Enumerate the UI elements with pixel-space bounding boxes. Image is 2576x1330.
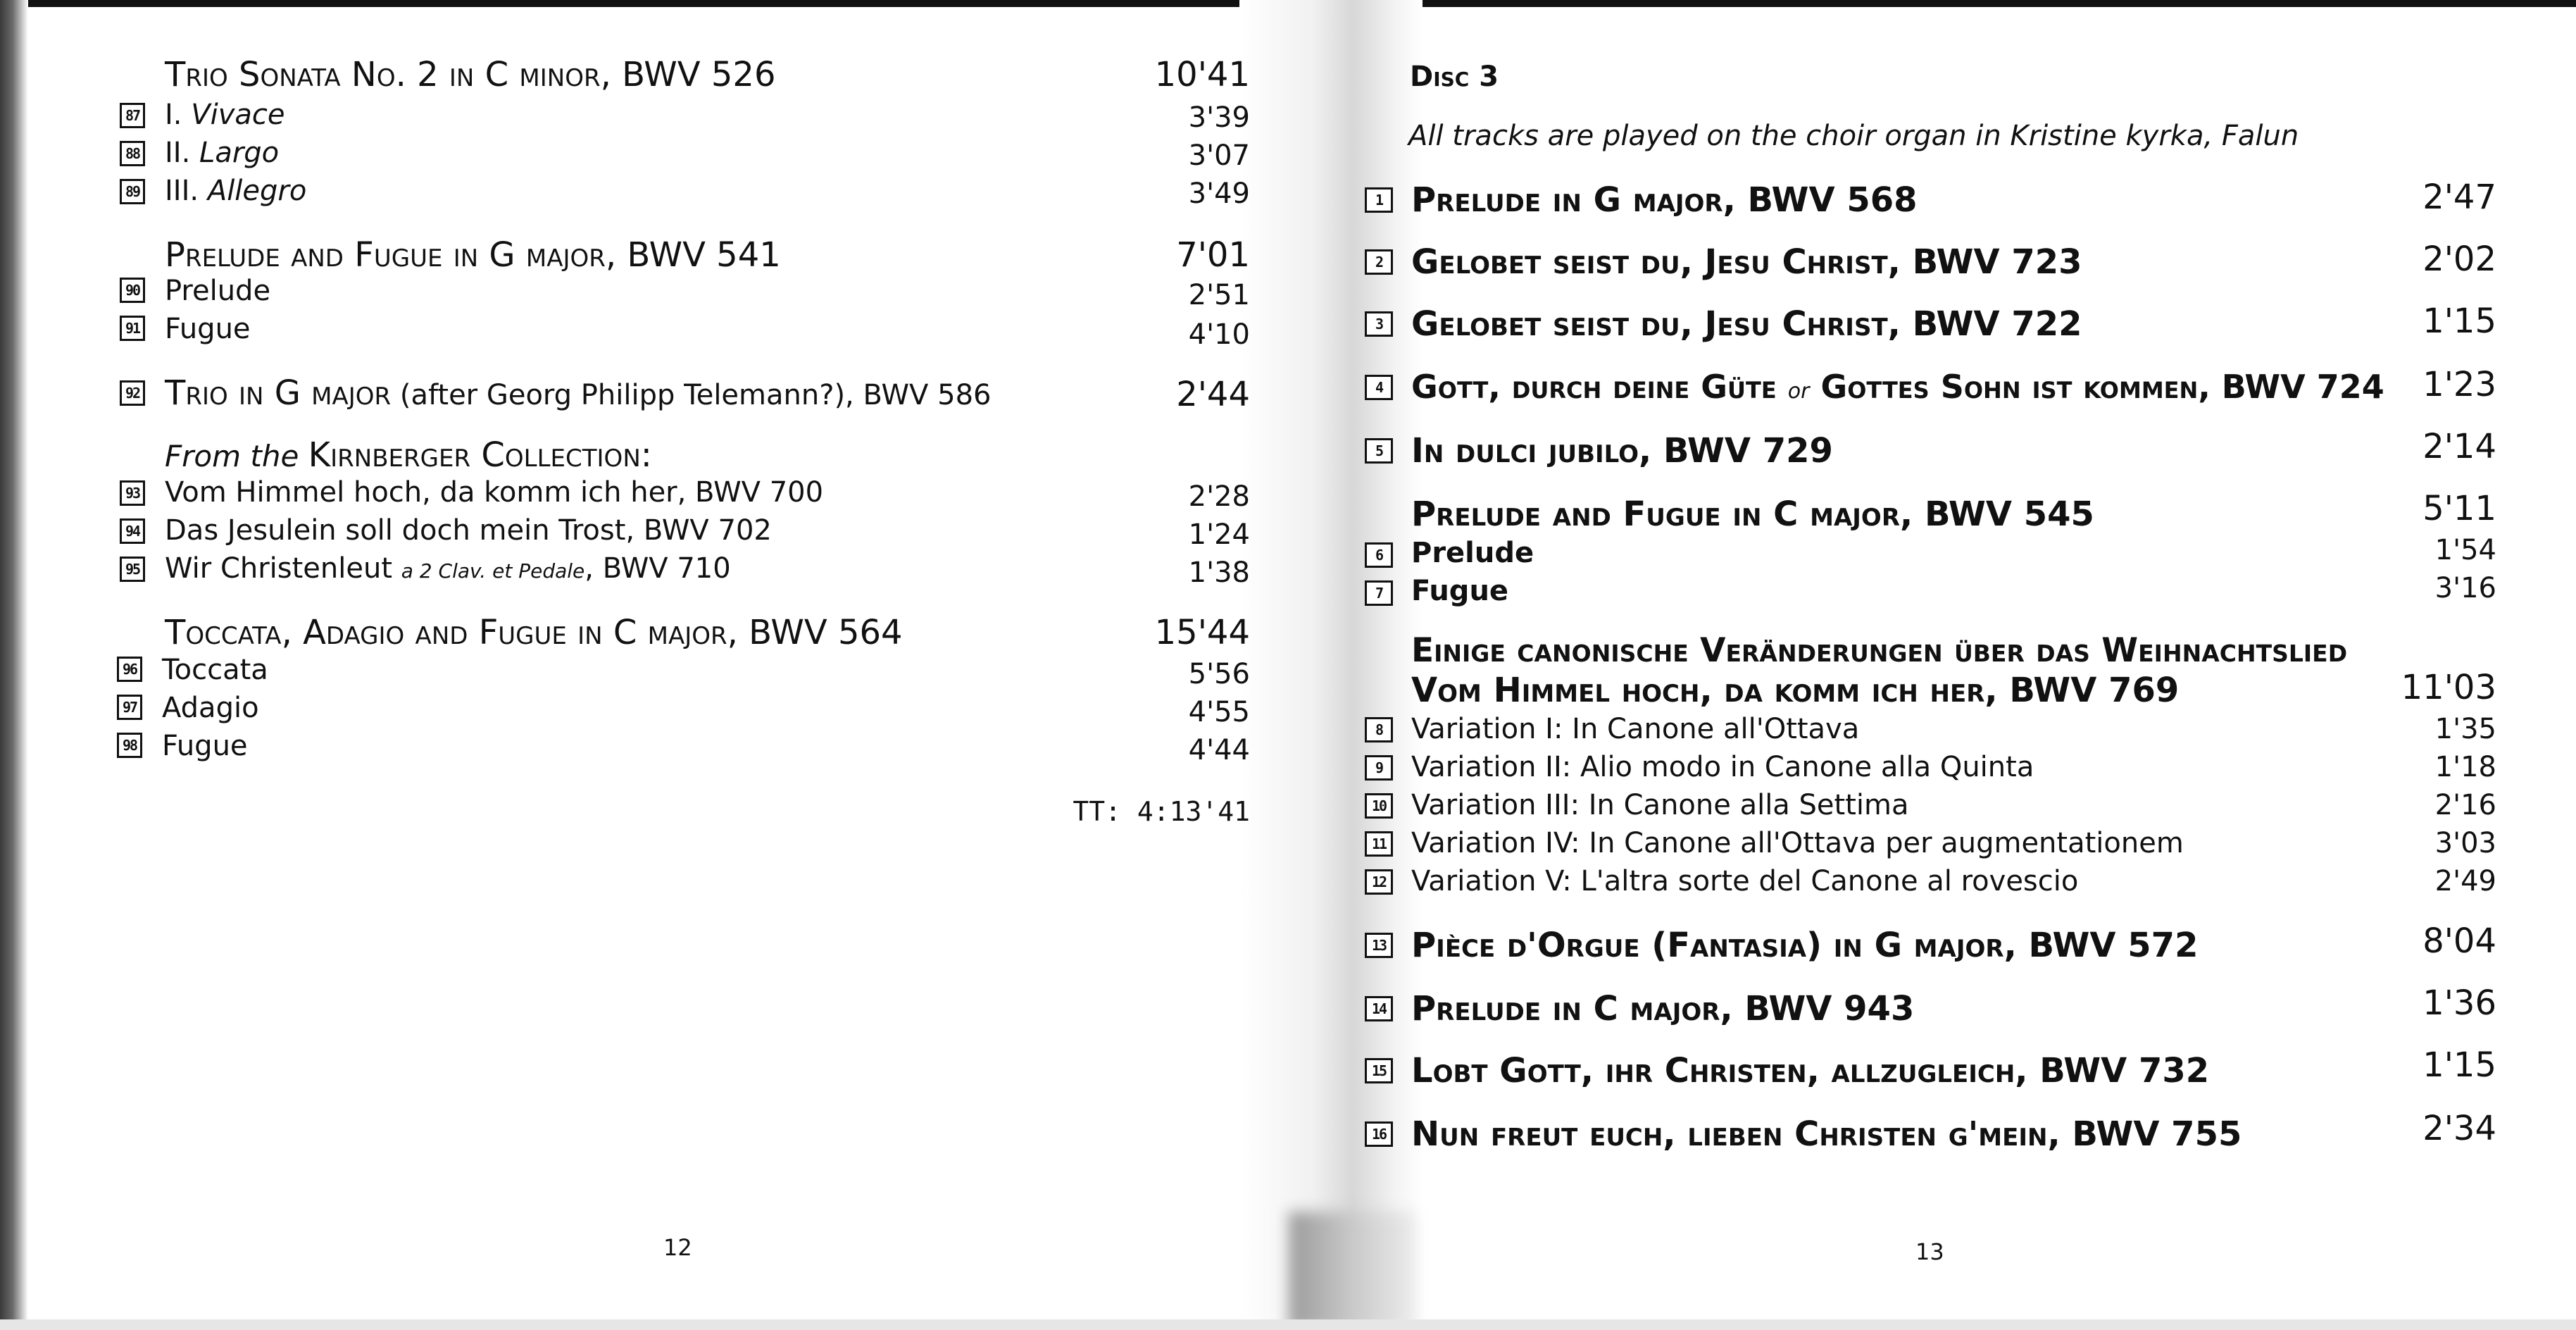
movement-time: 3'16 — [2434, 572, 2496, 604]
work-title: Toccata, Adagio and Fugue in C major, BWV 564 — [165, 613, 903, 652]
left-page-edge — [0, 0, 28, 1330]
track-number-badge: 96 — [117, 657, 142, 682]
movement-title: Fugue — [1411, 575, 1509, 607]
bottom-edge — [0, 1319, 2576, 1330]
movement-title: III. Allegro — [165, 175, 307, 207]
recording-note: All tracks are played on the choir organ in Kristine kyrka, Falun — [1408, 120, 2299, 152]
work-time: 15'44 — [1154, 613, 1250, 652]
track-number-badge: 91 — [120, 316, 145, 341]
work-time: 1'36 — [2422, 983, 2496, 1023]
movement-title: Das Jesulein soll doch mein Trost, BWV 702 — [165, 514, 772, 547]
gutter-shadow — [1289, 1212, 1415, 1330]
track-number-badge: 93 — [120, 480, 145, 506]
track-number-badge: 89 — [120, 179, 145, 204]
movement-title: Variation I: In Canone all'Ottava — [1411, 713, 1860, 745]
track-number-badge: 87 — [120, 103, 145, 128]
movement-time: 1'38 — [1188, 557, 1250, 589]
work-time: 2'02 — [2422, 240, 2496, 279]
work-time: 2'14 — [2422, 427, 2496, 466]
work-title: Prelude in G major, BWV 568 — [1411, 180, 1918, 220]
track-number-badge: 7 — [1365, 580, 1393, 606]
movement-title: II. Largo — [165, 137, 280, 169]
movement-time: 3'49 — [1188, 178, 1250, 210]
track-number-badge: 8 — [1365, 717, 1393, 742]
track-number-badge: 1 — [1365, 187, 1393, 213]
work-title: In dulci jubilo, BWV 729 — [1411, 431, 1833, 471]
movement-title: Prelude — [165, 275, 271, 307]
movement-title: Variation V: L'altra sorte del Canone al rovescio — [1411, 865, 2079, 897]
work-time: 1'23 — [2422, 365, 2496, 404]
disc-label: Disc 3 — [1410, 61, 1499, 93]
track-number-badge: 3 — [1365, 311, 1393, 337]
movement-title: Variation III: In Canone alla Settima — [1411, 789, 1909, 821]
work-title: Nun freut euch, lieben Christen g'mein, BWV 755 — [1411, 1114, 2242, 1154]
track-number-badge: 92 — [120, 380, 145, 406]
track-number-badge: 94 — [120, 518, 145, 544]
movement-time: 3'39 — [1188, 101, 1250, 134]
work-title-line2: Vom Himmel hoch, da komm ich her, BWV 769 — [1411, 671, 2180, 710]
work-title: Trio in G major (after Georg Philipp Telemann?), BWV 586 — [165, 373, 992, 413]
work-title: Prelude in C major, BWV 943 — [1411, 989, 1915, 1028]
work-time: 1'15 — [2422, 1045, 2496, 1085]
track-number-badge: 5 — [1365, 438, 1393, 464]
movement-time: 2'16 — [2434, 789, 2496, 821]
work-time: 7'01 — [1176, 235, 1250, 275]
work-time: 1'15 — [2422, 302, 2496, 341]
movement-title: Fugue — [165, 313, 251, 345]
work-time: 2'47 — [2422, 178, 2496, 217]
work-time: 2'34 — [2422, 1109, 2496, 1148]
movement-title: Vom Himmel hoch, da komm ich her, BWV 700 — [165, 476, 824, 509]
track-number-badge: 11 — [1365, 831, 1393, 857]
track-number-badge: 4 — [1365, 375, 1393, 400]
track-number-badge: 15 — [1365, 1058, 1393, 1083]
collection-heading: From the Kirnberger Collection: — [165, 435, 652, 475]
movement-time: 2'49 — [2434, 865, 2496, 897]
movement-title: Adagio — [162, 692, 259, 724]
track-number-badge: 14 — [1365, 996, 1393, 1021]
page-number: 13 — [1915, 1238, 1944, 1265]
movement-title: Variation IV: In Canone all'Ottava per augmentationem — [1411, 827, 2184, 859]
track-number-badge: 16 — [1365, 1121, 1393, 1147]
work-title: Einige canonische Veränderungen über das Weihnachtslied — [1411, 631, 2348, 670]
movement-title: Prelude — [1411, 537, 1534, 569]
track-number-badge: 10 — [1365, 793, 1393, 819]
work-title: Prelude and Fugue in G major, BWV 541 — [165, 235, 781, 275]
work-title: Lobt Gott, ihr Christen, allzugleich, BWV 732 — [1411, 1051, 2210, 1090]
track-number-badge: 6 — [1365, 542, 1393, 568]
work-time: 8'04 — [2422, 921, 2496, 961]
total-time: TT: 4:13'41 — [1073, 796, 1250, 827]
work-time: 5'11 — [2422, 489, 2496, 528]
track-number-badge: 90 — [120, 278, 145, 303]
movement-time: 2'28 — [1188, 480, 1250, 513]
movement-time: 3'03 — [2434, 827, 2496, 859]
book-gutter — [1239, 0, 1423, 1330]
work-title: Trio Sonata No. 2 in C minor, BWV 526 — [165, 55, 776, 94]
movement-title: Toccata — [162, 654, 268, 686]
movement-time: 1'54 — [2434, 534, 2496, 566]
track-number-badge: 13 — [1365, 933, 1393, 958]
track-number-badge: 9 — [1365, 755, 1393, 781]
work-time: 10'41 — [1154, 55, 1250, 94]
movement-time: 3'07 — [1188, 139, 1250, 172]
movement-title: Fugue — [162, 730, 248, 762]
movement-time: 5'56 — [1188, 658, 1250, 690]
movement-time: 1'18 — [2434, 751, 2496, 783]
track-number-badge: 95 — [120, 557, 145, 582]
track-number-badge: 97 — [117, 695, 142, 720]
movement-time: 2'51 — [1188, 279, 1250, 311]
work-title: Gelobet seist du, Jesu Christ, BWV 723 — [1411, 242, 2082, 282]
movement-time: 1'24 — [1188, 518, 1250, 551]
work-time: 11'03 — [2401, 668, 2496, 707]
work-time: 2'44 — [1176, 375, 1250, 414]
movement-time: 4'10 — [1188, 318, 1250, 351]
work-title: Prelude and Fugue in C major, BWV 545 — [1411, 495, 2094, 534]
movement-title: Wir Christenleut a 2 Clav. et Pedale, BWV 710 — [165, 552, 731, 585]
work-title: Pièce d'Orgue (Fantasia) in G major, BWV 572 — [1411, 926, 2199, 965]
work-title: Gott, durch deine Güte or Gottes Sohn ist kommen, BWV 724 — [1411, 368, 2384, 406]
movement-title: Variation II: Alio modo in Canone alla Quinta — [1411, 751, 2034, 783]
movement-time: 4'55 — [1188, 696, 1250, 728]
track-number-badge: 12 — [1365, 869, 1393, 895]
movement-title: I. Vivace — [165, 99, 285, 131]
page-number: 12 — [663, 1234, 692, 1261]
movement-time: 4'44 — [1188, 734, 1250, 766]
track-number-badge: 98 — [117, 733, 142, 758]
work-title: Gelobet seist du, Jesu Christ, BWV 722 — [1411, 304, 2082, 344]
track-number-badge: 88 — [120, 141, 145, 166]
movement-time: 1'35 — [2434, 713, 2496, 745]
track-number-badge: 2 — [1365, 249, 1393, 275]
